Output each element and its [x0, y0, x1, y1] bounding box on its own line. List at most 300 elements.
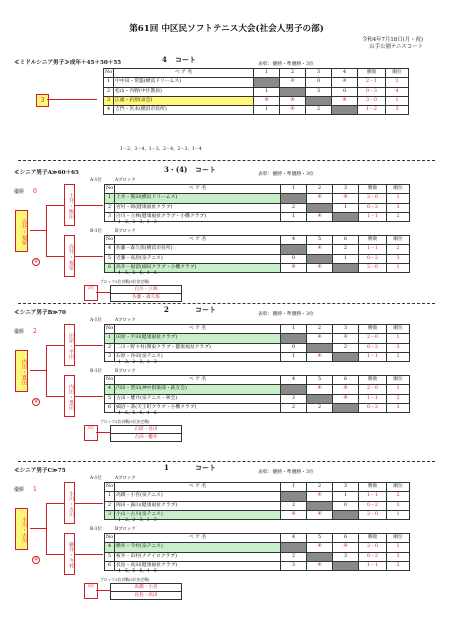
third-place-box	[110, 285, 182, 302]
score-cell: ④	[333, 385, 359, 394]
rank: 3	[387, 203, 410, 212]
senior_a-court-no: 3・(4)	[164, 165, 188, 174]
win-loss: 1－2	[358, 106, 386, 115]
score-cell	[281, 385, 307, 394]
pair-name: 横井・今村(泉テニス)	[115, 543, 281, 552]
score-cell	[281, 334, 307, 343]
pair-name: 近藤・高原(泉テニス)	[115, 254, 281, 263]
score-cell: 2	[281, 403, 307, 412]
row-no: 4	[104, 106, 114, 115]
header-col: 1	[254, 69, 280, 78]
final-score: ④	[33, 260, 39, 265]
row-no: 3	[105, 352, 115, 361]
win-loss: 1－1	[359, 394, 387, 403]
score-cell: ④	[307, 263, 333, 272]
senior_a-b-table	[104, 235, 410, 273]
bracket-out	[30, 230, 46, 231]
middle-court-no: 4	[162, 55, 167, 64]
score-cell: ④	[333, 394, 359, 403]
score-cell: ④	[307, 352, 333, 361]
table-row	[104, 96, 409, 105]
score-cell: ④	[333, 543, 359, 552]
a-winner-box: 小川・古川	[64, 482, 75, 524]
a-connector	[75, 503, 103, 504]
pool-pair: 石原・谷田	[111, 426, 181, 434]
score-cell: ④	[280, 78, 306, 87]
rank: 1	[387, 263, 410, 272]
header-name: ペ ア 名	[115, 236, 281, 245]
win-loss: 0－2	[359, 552, 387, 561]
a-rank-label: A-1位	[90, 318, 102, 323]
table-row	[105, 552, 410, 561]
header-rank: 順位	[387, 185, 410, 194]
header-wins: 勝敗	[358, 69, 386, 78]
score-cell: ④	[307, 561, 333, 570]
win-loss: 1－1	[359, 561, 387, 570]
win-loss: 0－2	[359, 203, 387, 212]
header-name: ペ ア 名	[115, 483, 281, 492]
b-rank-label: B-1位	[90, 527, 102, 532]
pair-name: 石原・谷田(泉テニス)	[115, 352, 281, 361]
score-cell: ④	[307, 543, 333, 552]
header-col: 4	[281, 236, 307, 245]
header-no: No	[105, 534, 115, 543]
table-row	[105, 501, 410, 510]
event-venue: 山手公園テニスコート	[369, 44, 423, 50]
header-rank: 順位	[387, 534, 410, 543]
score-cell	[307, 394, 333, 403]
win-loss: 0－2	[359, 343, 387, 352]
pair-name: 白川・立林(健康福祉クラブ・小機クラブ)	[115, 212, 281, 221]
header-rank: 順位	[387, 325, 410, 334]
score-cell	[333, 561, 359, 570]
score-cell	[281, 543, 307, 552]
win-loss: 2－0	[359, 543, 387, 552]
header-wins: 勝敗	[359, 185, 387, 194]
rank: 3	[386, 106, 409, 115]
champion-label: 優勝	[14, 487, 25, 493]
third-place-connector	[96, 432, 110, 433]
pair-name: 松山・内野(中区教員)	[114, 87, 254, 96]
bracket-top	[46, 345, 64, 346]
section-divider	[18, 461, 435, 462]
score-cell	[307, 343, 333, 352]
score-cell: ④	[307, 194, 333, 203]
senior_b-award: 表彰：優勝・準優勝・3位	[258, 312, 314, 317]
table-row	[105, 334, 410, 343]
rank: 2	[386, 78, 409, 87]
rank: 4	[386, 87, 409, 96]
score-cell	[281, 245, 307, 254]
table-header-row	[105, 236, 410, 245]
score-cell	[333, 352, 359, 361]
win-loss: 0－2	[359, 254, 387, 263]
win-loss: 0－3	[358, 87, 386, 96]
pair-name: 細沼・斎(天王町クラブ・小機クラブ)	[115, 403, 281, 412]
rank: 3	[387, 343, 410, 352]
score-cell: 1	[254, 106, 280, 115]
win-loss: 1－1	[359, 492, 387, 501]
bracket-top	[46, 205, 64, 206]
senior_b-b-table	[104, 375, 410, 413]
pair-name: 佐藤・森久保(横浜市役所)	[115, 245, 281, 254]
score-cell: ④	[254, 96, 280, 105]
rank: 1	[386, 96, 409, 105]
senior_a-award: 表彰：優勝・準優勝・3位	[258, 172, 314, 177]
a-winner-box: 田原・平田	[64, 324, 75, 366]
b-block-label: Bブロック	[115, 229, 136, 234]
champion-names: 小川・古川	[15, 508, 28, 550]
row-no: 5	[105, 254, 115, 263]
a-block-label: Aブロック	[115, 318, 136, 323]
pair-name: 小山・古川(泉テニス)	[115, 510, 281, 519]
pair-name: 吉門・宮本(横浜市役所)	[114, 106, 254, 115]
header-col: 3	[333, 185, 359, 194]
win-loss: 0－2	[359, 501, 387, 510]
win-loss: 2－0	[359, 334, 387, 343]
pool-pair: 白川・立林	[111, 286, 181, 294]
header-no: No	[105, 376, 115, 385]
pair-name: 桜井・田村(ナナイロクラブ)	[115, 552, 281, 561]
score-cell: 1	[333, 203, 359, 212]
table-row	[105, 203, 410, 212]
bracket-vertical	[46, 503, 47, 554]
header-no: No	[105, 483, 115, 492]
score-cell: ④	[281, 263, 307, 272]
score-cell: ④	[280, 106, 306, 115]
header-col: 1	[281, 185, 307, 194]
row-no: 5	[105, 394, 115, 403]
b-rank-label: B-1位	[90, 229, 102, 234]
header-wins: 勝敗	[359, 534, 387, 543]
pair-name: 高井・福留(細田クラブ・小機クラブ)	[115, 263, 281, 272]
score-cell: 0	[333, 501, 359, 510]
win-loss: 2－0	[359, 194, 387, 203]
a-rank-label: A-1位	[90, 178, 102, 183]
header-name: ペ ア 名	[115, 325, 281, 334]
champion-label: 優勝	[14, 329, 25, 335]
header-col: 4	[281, 534, 307, 543]
event-date: 令和4年7月18日(月・祝)	[361, 37, 423, 43]
third-place-tag: 3位	[84, 425, 98, 441]
row-no: 1	[105, 334, 115, 343]
header-col: 2	[307, 483, 333, 492]
score-cell: 2	[281, 203, 307, 212]
pool-note: ブロック2位対戦(3位決定戦)	[100, 419, 150, 424]
middle-winner-line	[47, 99, 97, 100]
header-col: 6	[333, 376, 359, 385]
senior_a-court-label: コート	[195, 165, 216, 174]
rank: 2	[387, 492, 410, 501]
score-cell: ④	[307, 492, 333, 501]
header-name: ペ ア 名	[115, 376, 281, 385]
middle-table	[103, 68, 409, 115]
table-row	[105, 394, 410, 403]
bracket-out	[30, 370, 46, 371]
table-row	[105, 343, 410, 352]
table-header-row	[105, 325, 410, 334]
header-col: 2	[307, 325, 333, 334]
win-loss: 2－0	[359, 510, 387, 519]
table-row	[104, 78, 409, 87]
middle-award: 表彰：優勝・準優勝・3位	[258, 62, 314, 67]
pair-name: 二川・野々村(関東クラブ・健康福祉クラブ)	[115, 343, 281, 352]
table-header-row	[105, 185, 410, 194]
champion-score: 2	[33, 328, 37, 335]
score-cell: ④	[332, 78, 358, 87]
score-cell: ④	[281, 510, 307, 519]
table-header-row	[105, 376, 410, 385]
bracket-vertical	[46, 345, 47, 396]
middle-winner-box: 3	[36, 94, 49, 107]
champion-score: 1	[33, 486, 37, 493]
header-wins: 勝敗	[359, 483, 387, 492]
pair-name: 土井・熊田(横浜ドリームス)	[115, 194, 281, 203]
b-block-label: Bブロック	[115, 527, 136, 532]
header-wins: 勝敗	[359, 376, 387, 385]
pair-name: 岡田・露山(健康福祉クラブ)	[115, 501, 281, 510]
win-loss: 3－0	[358, 96, 386, 105]
score-cell: 2	[306, 106, 332, 115]
a-connector	[75, 345, 103, 346]
b-connector	[75, 396, 103, 397]
score-cell: 0	[281, 254, 307, 263]
bracket-vertical	[46, 205, 47, 256]
score-cell: 2	[281, 501, 307, 510]
row-no: 5	[105, 552, 115, 561]
score-cell: 1	[281, 212, 307, 221]
header-rank: 順位	[387, 483, 410, 492]
header-rank: 順位	[387, 236, 410, 245]
a-winner-box: 土井・熊田	[64, 184, 75, 226]
score-cell	[307, 203, 333, 212]
third-place-tag: 3位	[84, 285, 98, 301]
pair-name: 長島・高田(健康福祉クラブ)	[115, 561, 281, 570]
score-cell: 1	[333, 492, 359, 501]
table-row	[104, 87, 409, 96]
a-block-label: Aブロック	[115, 476, 136, 481]
header-no: No	[105, 236, 115, 245]
header-name: ペ ア 名	[114, 69, 254, 78]
b-connector	[75, 256, 103, 257]
rank: 3	[387, 403, 410, 412]
rank: 1	[387, 385, 410, 394]
a-order: 1－2、2－3、1－3	[118, 518, 157, 523]
header-no: No	[105, 325, 115, 334]
a-connector	[75, 205, 103, 206]
header-col: 5	[307, 534, 333, 543]
score-cell: 1	[254, 87, 280, 96]
header-col: 2	[307, 185, 333, 194]
header-wins: 勝敗	[359, 236, 387, 245]
pair-name: 江頭・岩原(泉会)	[114, 96, 254, 105]
section-divider	[18, 303, 435, 304]
score-cell: 0	[281, 343, 307, 352]
bracket-bottom	[46, 256, 64, 257]
win-loss: 2－1	[358, 78, 386, 87]
row-no: 2	[104, 87, 114, 96]
champion-names: 内田・豊田	[15, 350, 28, 392]
senior_c-b-table	[104, 533, 410, 571]
pool-pair: 長島・高田	[134, 593, 158, 598]
header-col: 1	[281, 483, 307, 492]
score-cell	[333, 212, 359, 221]
senior_c-court-label: コート	[195, 463, 216, 472]
bracket-bottom	[46, 396, 64, 397]
score-cell: 3	[281, 561, 307, 570]
rank: 2	[387, 245, 410, 254]
pool-note: ブロック2位対戦(3位決定戦)	[100, 279, 150, 284]
champion-score: 0	[33, 188, 37, 195]
rank: 1	[387, 510, 410, 519]
row-no: 3	[104, 96, 114, 105]
b-winner-box: 高井・福留	[64, 235, 75, 277]
score-cell: ④	[333, 334, 359, 343]
win-loss: 1－1	[359, 245, 387, 254]
third-place-connector	[96, 292, 110, 293]
score-cell: 3	[333, 552, 359, 561]
rank: 1	[387, 543, 410, 552]
page-title: 第61回 中区民ソフトテニス大会(社会人男子の部)	[129, 24, 324, 34]
b-block-label: Bブロック	[115, 369, 136, 374]
header-wins: 勝敗	[359, 325, 387, 334]
section-divider	[18, 160, 435, 161]
score-cell: 0	[332, 87, 358, 96]
senior_b-court-no: 2	[164, 305, 169, 314]
final-score: ④	[33, 558, 39, 563]
table-row	[105, 385, 410, 394]
a-block-label: Aブロック	[115, 178, 136, 183]
table-header-row	[105, 534, 410, 543]
score-cell: 2	[333, 343, 359, 352]
score-cell	[280, 87, 306, 96]
score-cell	[333, 510, 359, 519]
pair-name: 高橋・小宮(泉テニス)	[115, 492, 281, 501]
rank: 3	[387, 552, 410, 561]
win-loss: 2－0	[359, 385, 387, 394]
table-row	[105, 254, 410, 263]
row-no: 4	[105, 245, 115, 254]
rank: 1	[387, 194, 410, 203]
date-venue	[362, 37, 423, 51]
win-loss: 0－2	[359, 403, 387, 412]
score-cell: ④	[307, 510, 333, 519]
header-col: 5	[307, 236, 333, 245]
score-cell: ④	[307, 212, 333, 221]
score-cell: 2	[281, 552, 307, 561]
senior_b-title: ≪シニア男子B≫70	[14, 310, 66, 316]
header-name: ペ ア 名	[115, 534, 281, 543]
score-cell	[307, 501, 333, 510]
win-loss: 1－1	[359, 212, 387, 221]
middle-title: ≪ミドルシニア男子≫成年＋45＋50＋55	[14, 60, 122, 66]
middle-court-label: コート	[175, 55, 196, 64]
bracket-out	[30, 528, 46, 529]
b-order: 4－5、5－6、4－6	[118, 569, 157, 574]
bracket-bottom	[46, 554, 64, 555]
score-cell: 2	[333, 245, 359, 254]
header-no: No	[105, 185, 115, 194]
row-no: 4	[105, 385, 115, 394]
rank: 2	[387, 561, 410, 570]
score-cell: ④	[333, 194, 359, 203]
senior_a-a-table	[104, 184, 410, 222]
rank: 2	[387, 394, 410, 403]
middle-order: 1－2、3－4、1－3、2－4、2－3、1－4	[120, 147, 202, 152]
score-cell	[306, 96, 332, 105]
score-cell: ④	[332, 96, 358, 105]
b-order: 4－5、5－6、4－6	[118, 271, 157, 276]
header-col: 3	[333, 325, 359, 334]
score-cell: 3	[281, 394, 307, 403]
row-no: 3	[105, 510, 115, 519]
senior_c-title: ≪シニア男子C≫75	[14, 468, 66, 474]
header-col: 3	[333, 483, 359, 492]
score-cell	[281, 194, 307, 203]
pair-name: 中中田・常盤(横浜ドリームス)	[114, 78, 254, 87]
header-col: 4	[281, 376, 307, 385]
score-cell: ④	[307, 385, 333, 394]
win-loss: 1－1	[359, 352, 387, 361]
table-row	[105, 245, 410, 254]
champion-names: 高井・福留	[15, 210, 28, 252]
third-place-box	[110, 425, 182, 442]
senior_c-court-no: 1	[164, 463, 169, 472]
score-cell	[281, 492, 307, 501]
header-col: 2	[280, 69, 306, 78]
score-cell	[307, 552, 333, 561]
pair-name: 田原・平田(健康福祉クラブ)	[115, 334, 281, 343]
score-cell: ④	[307, 334, 333, 343]
score-cell: 2	[307, 403, 333, 412]
senior_c-award: 表彰：優勝・準優勝・3位	[258, 470, 314, 475]
third-place-box	[110, 583, 182, 600]
score-cell: 1	[333, 254, 359, 263]
senior_c-a-table	[104, 482, 410, 520]
b-order: 4－5、5－6、4－6	[118, 411, 157, 416]
score-cell	[333, 263, 359, 272]
champion-label: 優勝	[14, 189, 25, 195]
b-winner-box: 横井・今村	[64, 533, 75, 575]
row-no: 1	[105, 194, 115, 203]
row-no: 2	[105, 203, 115, 212]
header-col: 5	[307, 376, 333, 385]
row-no: 6	[105, 561, 115, 570]
pool-pair: 高橋・小宮	[111, 584, 181, 592]
score-cell: 0	[306, 78, 332, 87]
senior_b-a-table	[104, 324, 410, 362]
pair-name: 内田・豊田(神中倶楽部・鉄友会)	[115, 385, 281, 394]
header-col: 6	[333, 236, 359, 245]
header-rank: 順位	[386, 69, 409, 78]
score-cell	[333, 403, 359, 412]
header-col: 1	[281, 325, 307, 334]
header-col: 4	[332, 69, 358, 78]
a-order: 1－2、2－3、1－3	[118, 220, 157, 225]
header-no: No	[104, 69, 114, 78]
pool-note: ブロック2位対戦(3位決定戦)	[100, 577, 150, 582]
row-no: 4	[105, 543, 115, 552]
row-no: 1	[104, 78, 114, 87]
table-row	[105, 543, 410, 552]
score-cell	[254, 78, 280, 87]
score-cell: ④	[280, 96, 306, 105]
pair-name: 宮村・岡(健康福祉クラブ)	[115, 203, 281, 212]
row-no: 1	[105, 492, 115, 501]
header-col: 6	[333, 534, 359, 543]
table-header-row	[104, 69, 409, 78]
table-row	[105, 194, 410, 203]
